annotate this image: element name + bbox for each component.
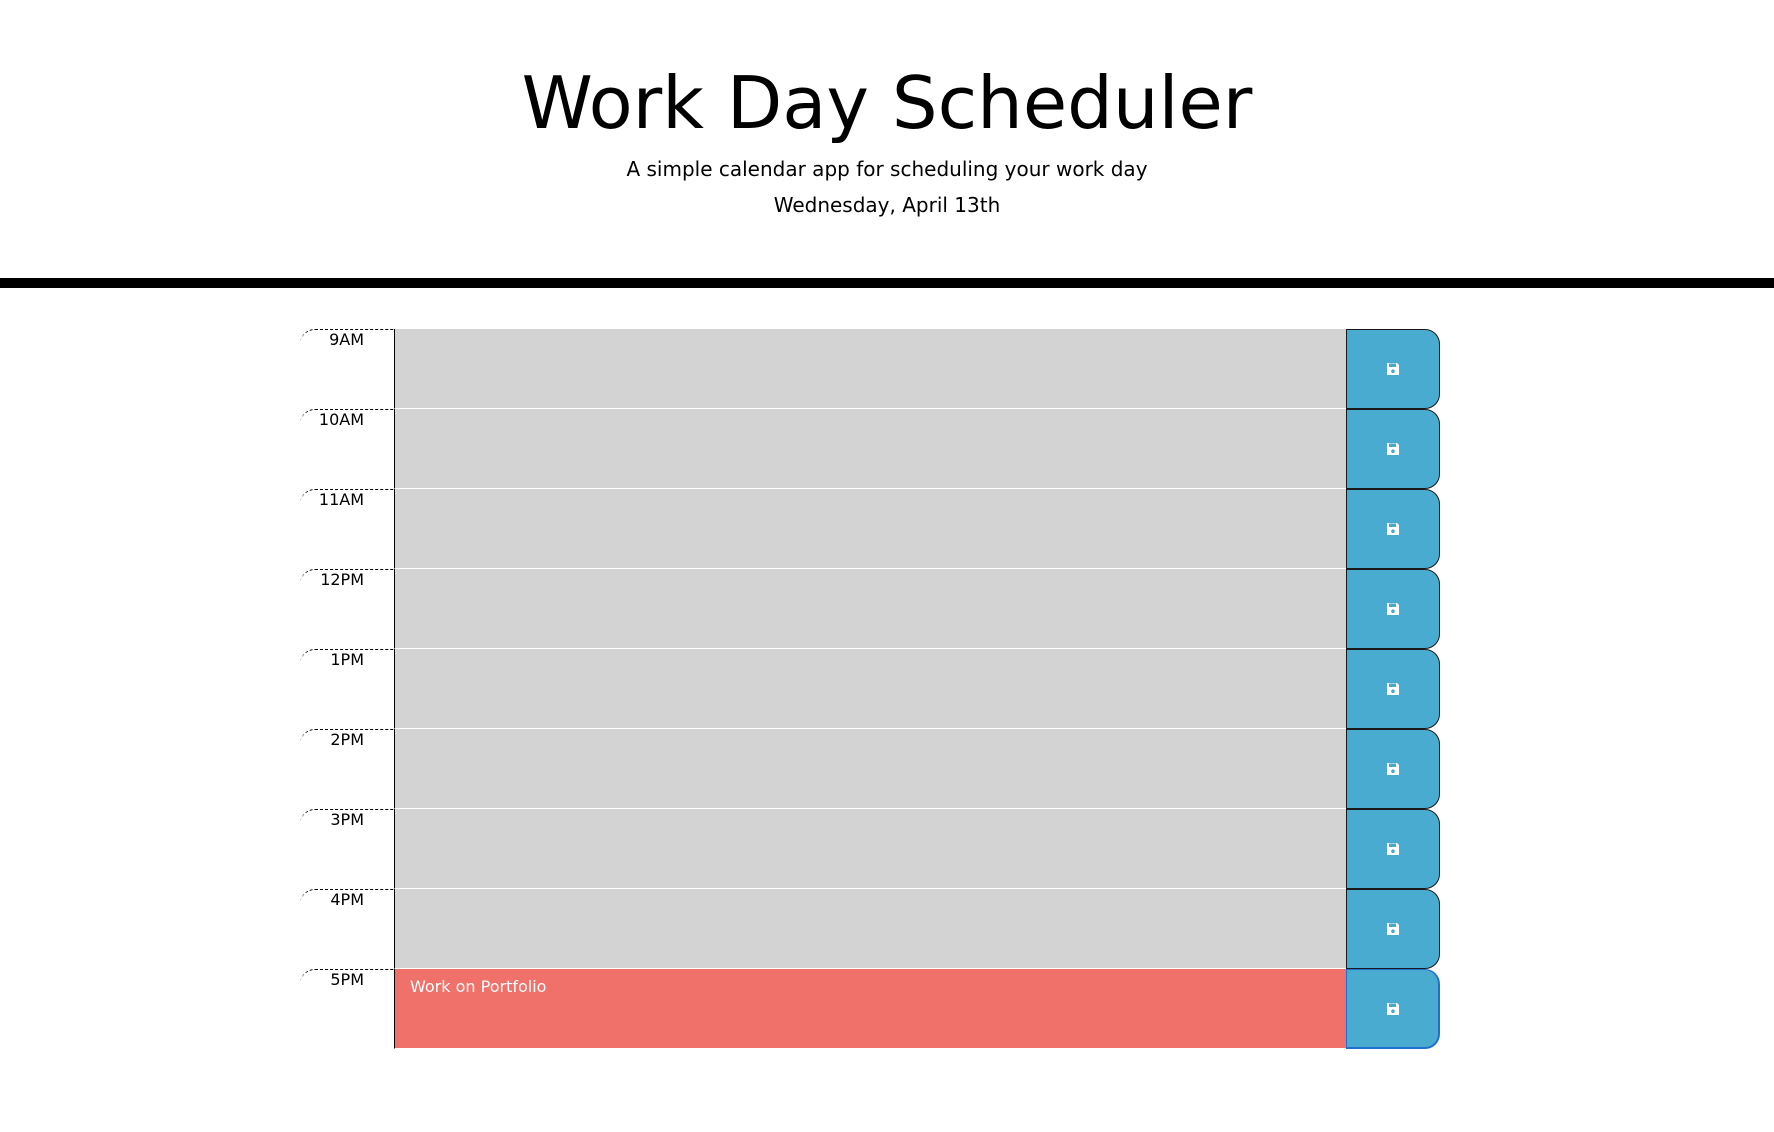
time-block-1pm bbox=[300, 649, 1440, 729]
description-input[interactable] bbox=[394, 889, 1346, 969]
save-button[interactable] bbox=[1346, 569, 1440, 649]
save-button[interactable] bbox=[1346, 329, 1440, 409]
save-button[interactable] bbox=[1346, 969, 1440, 1049]
page-title: Work Day Scheduler bbox=[521, 61, 1253, 145]
time-block-11am bbox=[300, 489, 1440, 569]
floppy-disk-icon bbox=[1386, 442, 1400, 456]
hour-text: 11AM bbox=[318, 490, 364, 509]
hour-label bbox=[300, 889, 394, 969]
page-subtitle: A simple calendar app for scheduling your work day bbox=[626, 157, 1148, 181]
hour-label bbox=[300, 329, 394, 409]
hour-label bbox=[300, 569, 394, 649]
time-block-9am bbox=[300, 329, 1440, 409]
floppy-disk-icon bbox=[1386, 922, 1400, 936]
description-input[interactable] bbox=[394, 569, 1346, 649]
hour-label bbox=[300, 409, 394, 489]
page-header bbox=[0, 0, 1774, 288]
floppy-disk-icon bbox=[1386, 842, 1400, 856]
hour-label bbox=[300, 809, 394, 889]
floppy-disk-icon bbox=[1386, 522, 1400, 536]
floppy-disk-icon bbox=[1386, 762, 1400, 776]
description-input[interactable] bbox=[394, 329, 1346, 409]
hour-label bbox=[300, 969, 394, 1049]
time-block-2pm bbox=[300, 729, 1440, 809]
current-day: Wednesday, April 13th bbox=[773, 193, 1001, 217]
save-button[interactable] bbox=[1346, 809, 1440, 889]
hour-label bbox=[300, 489, 394, 569]
hour-text: 1PM bbox=[330, 650, 364, 669]
time-block-4pm bbox=[300, 889, 1440, 969]
save-button[interactable] bbox=[1346, 889, 1440, 969]
floppy-disk-icon bbox=[1386, 602, 1400, 616]
save-button[interactable] bbox=[1346, 729, 1440, 809]
hour-text: 10AM bbox=[318, 410, 364, 429]
hour-text: 2PM bbox=[330, 730, 364, 749]
save-button[interactable] bbox=[1346, 489, 1440, 569]
floppy-disk-icon bbox=[1386, 682, 1400, 696]
floppy-disk-icon bbox=[1386, 1002, 1400, 1016]
description-input[interactable] bbox=[394, 729, 1346, 809]
hour-text: 3PM bbox=[330, 810, 364, 829]
save-button[interactable] bbox=[1346, 649, 1440, 729]
hour-label bbox=[300, 649, 394, 729]
hour-text: 12PM bbox=[320, 570, 364, 589]
description-input[interactable] bbox=[394, 409, 1346, 489]
hour-text: 5PM bbox=[330, 970, 364, 989]
time-block-3pm bbox=[300, 809, 1440, 889]
floppy-disk-icon bbox=[1386, 362, 1400, 376]
time-block-12pm bbox=[300, 569, 1440, 649]
description-input[interactable] bbox=[394, 809, 1346, 889]
description-input[interactable] bbox=[394, 969, 1346, 1049]
save-button[interactable] bbox=[1346, 409, 1440, 489]
description-input[interactable] bbox=[394, 649, 1346, 729]
time-block-5pm bbox=[300, 969, 1440, 1049]
schedule-container bbox=[300, 329, 1440, 1049]
hour-text: 4PM bbox=[330, 890, 364, 909]
time-block-10am bbox=[300, 409, 1440, 489]
description-input[interactable] bbox=[394, 489, 1346, 569]
hour-text: 9AM bbox=[329, 330, 364, 349]
hour-label bbox=[300, 729, 394, 809]
